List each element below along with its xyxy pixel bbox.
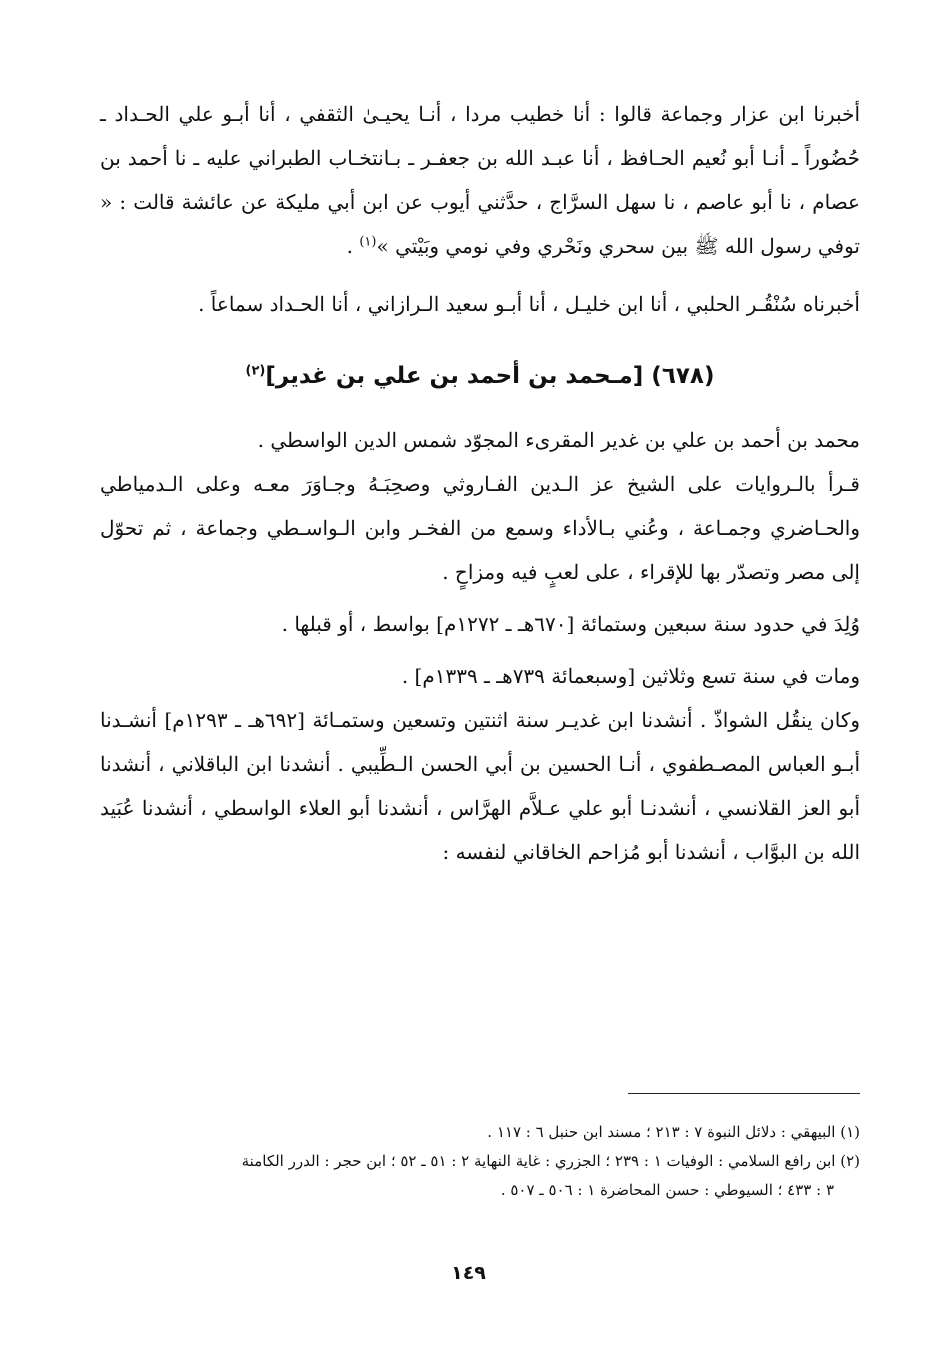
footnote-2-continued: ٣ : ٤٣٣ ؛ السيوطي : حسن المحاضرة ١ : ٥٠٦ ـ ٥٠٧ . — [500, 1181, 834, 1199]
footnotes — [100, 1118, 860, 1205]
main-text — [100, 92, 860, 874]
footnote-ref-2: (٢) — [245, 363, 266, 379]
footnote-1: (١) البيهقي : دلائل النبوة ٧ : ٢١٣ ؛ مسند ابن حنبل ٦ : ١١٧ . — [487, 1123, 860, 1141]
paragraph-readings: قـرأ بالـروايات على الشيخ عز الـدين الفـاروثي وصحِبَـهُ وجـاوَرَ معـه وعلى الـدمياطي والحـاضري وجمـاعة ، وعُني بـالأداء وسمع من الفخـر وابن الـواسـطي وجماعة ، ثم تحوّل إلى مصر وتصدّر بها للإقراء ، على لعبٍ فيه ومزاحٍ . — [100, 472, 860, 584]
paragraph-name: محمد بن أحمد بن علي بن غدير المقرىء المجوّد شمس الدين الواسطي . — [257, 428, 860, 452]
paragraph-chain: أخبرناه سُنْقُـر الحلبي ، أنا ابن خليـل ، أنا أبـو سعيد الـرازاني ، أنا الحـداد سماعاً . — [198, 292, 860, 316]
page-number: ١٤٩ — [451, 1262, 486, 1284]
paragraph-birth: وُلِدَ في حدود سنة سبعين وستمائة [٦٧٠هـ ـ ١٢٧٢م] بواسط ، أو قبلها . — [281, 612, 860, 636]
entry-title — [100, 356, 860, 396]
footnote-divider — [628, 1093, 860, 1094]
footnote-ref-1: (١) — [359, 234, 377, 250]
paragraph-poetry-chain: وكان ينقُل الشواذّ . أنشدنا ابن غديـر سنة اثنتين وتسعين وستمـائة [٦٩٢هـ ـ ١٢٩٣م] أنشـدنا أبـو العباس المصـطفوي ، أنـا الحسين بن أبي الحسن الـطِّيبي . أنشدنا ابن الباقلاني ، أنشدنا أبو العز القلانسي ، أنشدنـا أبو علي عـلاَّم الهرَّاس ، أنشدنا أبو العلاء الواسطي ، أنشدنا عُبَيد الله بن البوَّاب ، أنشدنا أبو مُزاحم الخاقاني لنفسه : — [100, 708, 860, 864]
paragraph-death: ومات في سنة تسع وثلاثين [وسبعمائة ٧٣٩هـ ـ ١٣٣٩م] . — [401, 664, 860, 688]
paragraph-hadith-end: . — [346, 234, 360, 258]
footnote-2: (٢) ابن رافع السلامي : الوفيات ١ : ٢٣٩ ؛ الجزري : غاية النهاية ٢ : ٥١ ـ ٥٢ ؛ ابن حجر : الدرر الكامنة — [241, 1152, 860, 1170]
paragraph-hadith-text: أخبرنا ابن عزار وجماعة قالوا : أنا خطيب مردا ، أنـا يحيـىٰ الثقفي ، أنا أبـو علي الحـداد ـ حُضُوراً ـ أنـا أبو نُعيم الحـافظ ، أنا عبـد الله بن جعفـر ـ بـانتخـاب الطبراني عليه ـ نا أحمد بن عصام ، نا أبو عاصم ، نا سهل السرَّاج ، حدَّثني أيوب عن ابن أبي مليكة عن عائشة قالت : « توفي رسول الله ﷺ بين سحري ونَحْري وفي نومي وبَيْتي » — [100, 102, 860, 258]
entry-title-text: (٦٧٨) [مـحمد بن أحمد بن علي بن غدير] — [265, 363, 715, 389]
paragraph-hadith — [100, 92, 860, 268]
